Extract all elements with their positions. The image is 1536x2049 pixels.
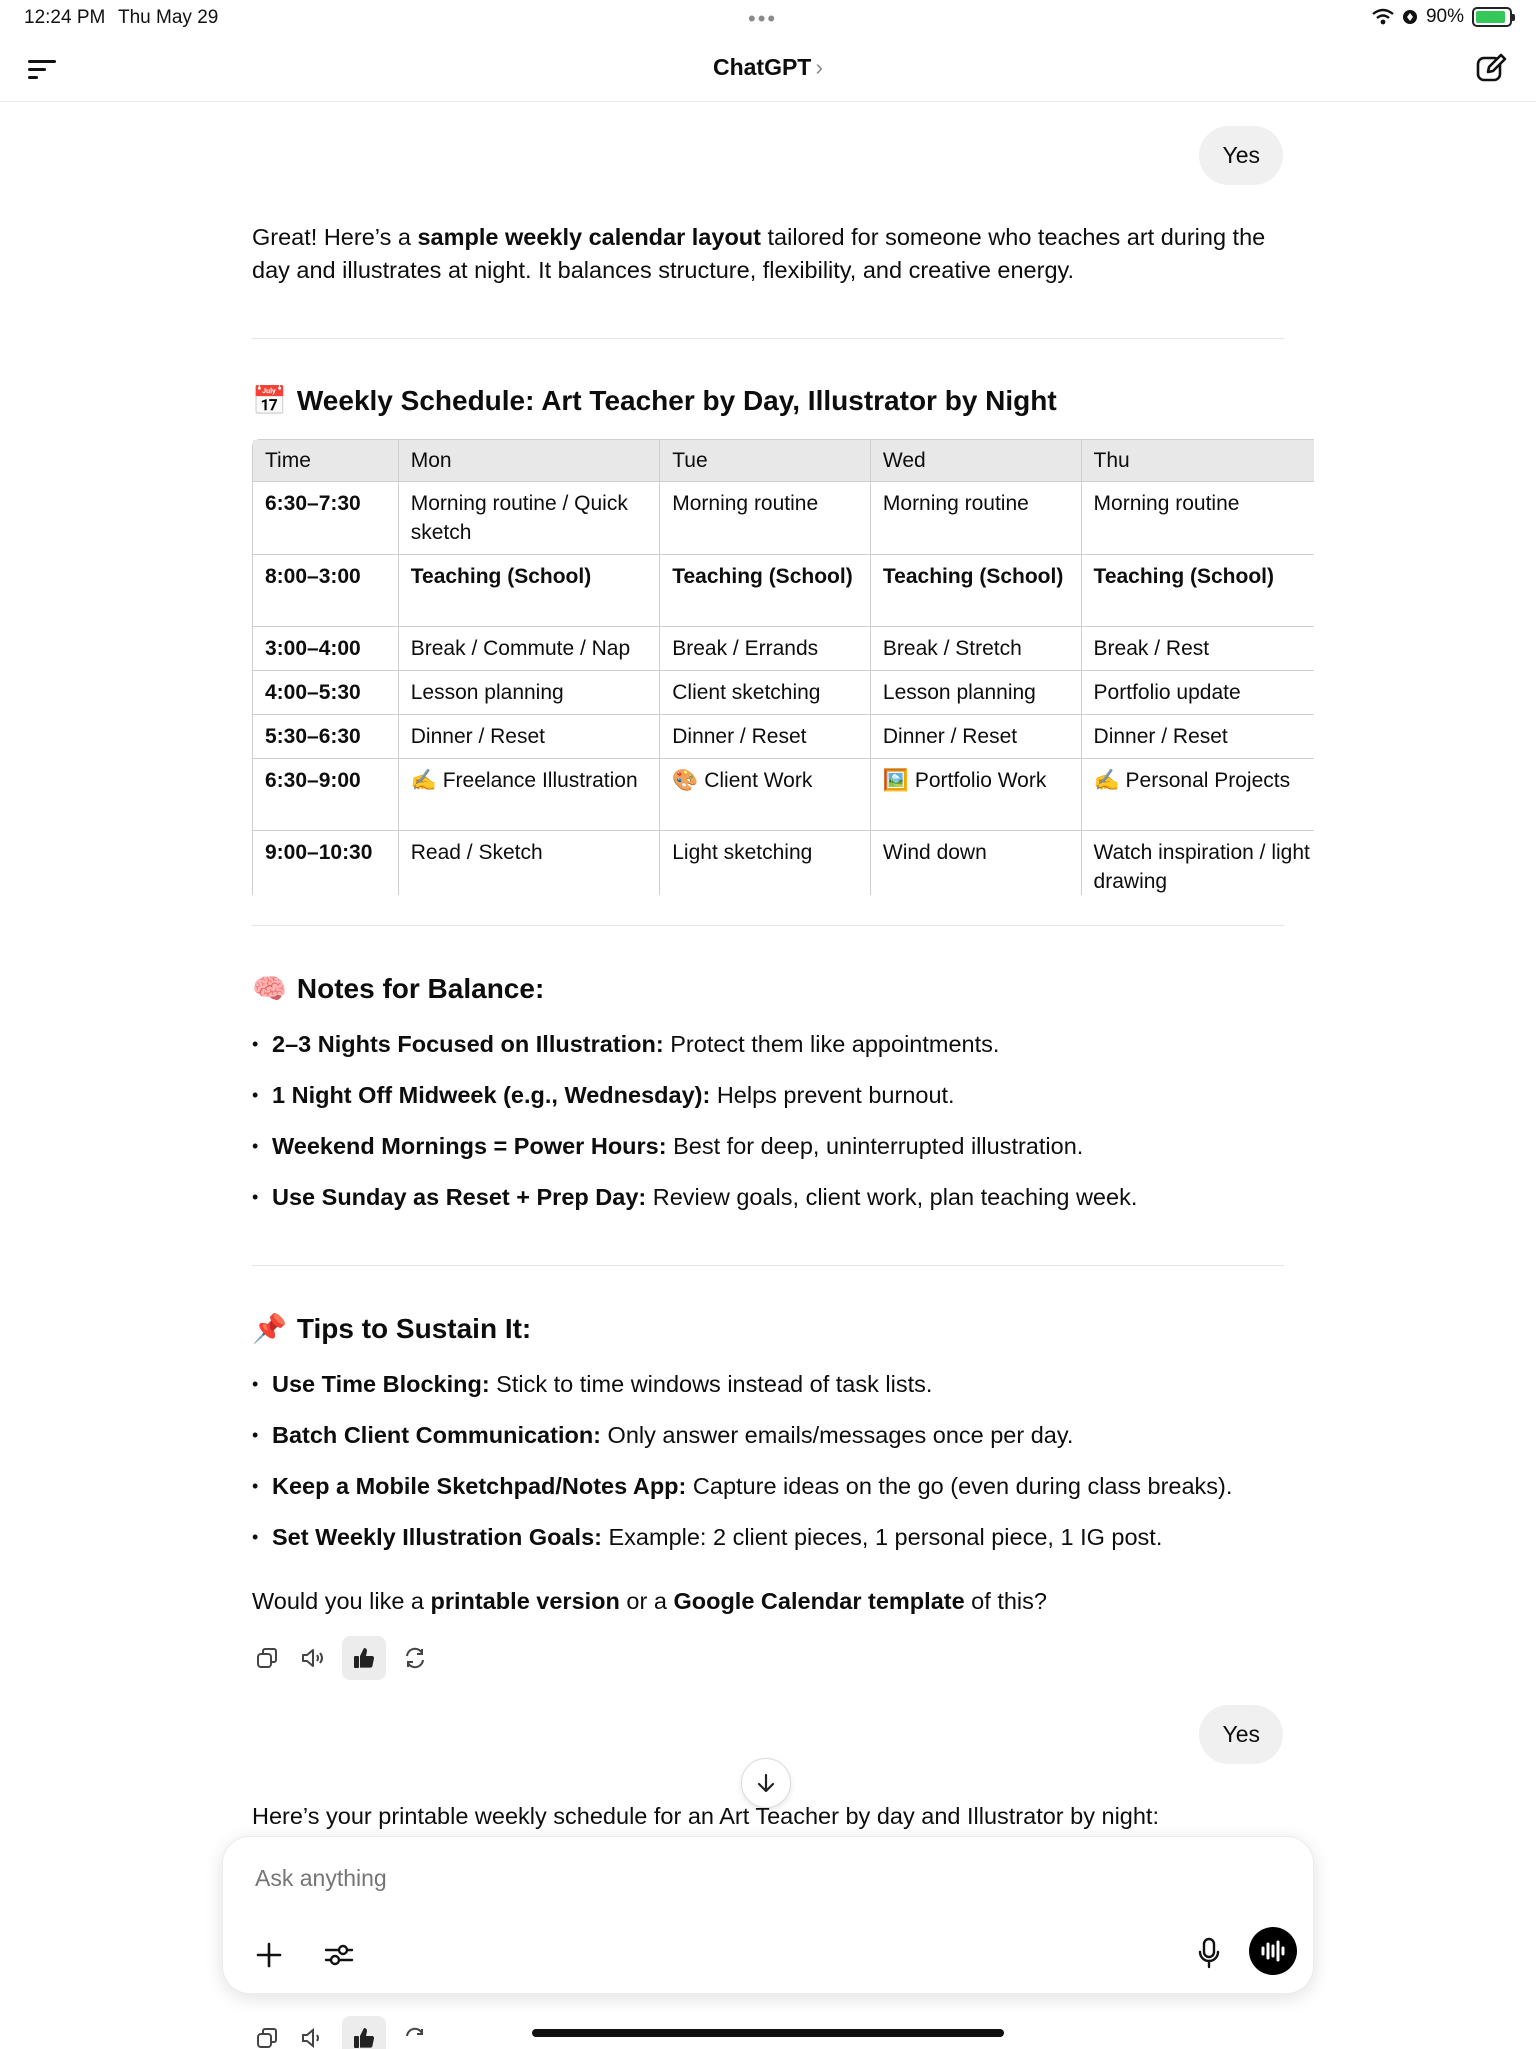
list-item: • 2–3 Nights Focused on Illustration: Protect them like appointments. <box>252 1028 1292 1079</box>
schedule-heading: 📅 Weekly Schedule: Art Teacher by Day, Illustrator by Night <box>252 384 1057 416</box>
user-message: Yes <box>1199 126 1283 185</box>
plus-icon[interactable] <box>251 1937 287 1973</box>
arrow-down-icon <box>755 1772 777 1794</box>
table-cell: Dinner / Reset <box>660 715 871 759</box>
divider <box>252 338 1284 339</box>
table-row <box>253 671 1314 715</box>
status-date: Thu May 29 <box>118 7 219 28</box>
assistant-intro: Great! Here’s a sample weekly calendar layout tailored for someone who teaches art during the day and illustrates at night. It balances structure, flexibility, and creative energy. <box>252 224 1266 283</box>
table-cell: Portfolio update <box>1082 671 1314 715</box>
battery-icon <box>1472 7 1512 27</box>
schedule-table-container[interactable] <box>252 439 1314 895</box>
table-cell: 🖼️ Portfolio Work <box>871 759 1082 831</box>
message-actions-peek <box>250 2016 432 2049</box>
list-item: • 1 Night Off Midweek (e.g., Wednesday): Helps prevent burnout. <box>252 1079 1292 1130</box>
list-item: • Weekend Mornings = Power Hours: Best for deep, uninterrupted illustration. <box>252 1130 1292 1181</box>
assistant-closing: Would you like a printable version or a Google Calendar template of this? <box>252 1588 1047 1614</box>
pushpin-icon: 📌 <box>252 1313 287 1344</box>
table-header: Time <box>253 440 399 482</box>
table-cell: Morning routine <box>660 482 871 555</box>
table-row <box>253 759 1314 831</box>
table-cell: Dinner / Reset <box>871 715 1082 759</box>
home-indicator[interactable] <box>532 2029 1004 2037</box>
copy-icon[interactable] <box>250 2021 284 2049</box>
table-cell: 6:30–7:30 <box>253 482 399 555</box>
list-item: • Keep a Mobile Sketchpad/Notes App: Capture ideas on the go (even during class breaks). <box>252 1470 1292 1521</box>
table-cell: Morning routine <box>871 482 1082 555</box>
user-message: Yes <box>1199 1705 1283 1764</box>
table-cell: 🎨 Client Work <box>660 759 871 831</box>
notes-list <box>252 1028 1292 1232</box>
composer <box>222 1836 1314 1994</box>
brain-icon: 🧠 <box>252 973 287 1004</box>
new-chat-icon[interactable] <box>1474 52 1508 86</box>
table-cell: ✍️ Personal Projects <box>1082 759 1314 831</box>
table-cell: Morning routine / Quick sketch <box>399 482 660 555</box>
table-cell: 5:30–6:30 <box>253 715 399 759</box>
thumbs-up-icon[interactable] <box>342 1636 386 1680</box>
top-nav <box>0 36 1536 102</box>
table-cell: Break / Stretch <box>871 627 1082 671</box>
divider <box>252 925 1284 926</box>
calendar-icon: 📅 <box>252 385 287 416</box>
message-actions <box>250 1636 432 1680</box>
regenerate-icon[interactable] <box>398 1641 432 1675</box>
list-item: • Set Weekly Illustration Goals: Example: 2 client pieces, 1 personal piece, 1 IG post. <box>252 1521 1292 1572</box>
table-cell: Break / Errands <box>660 627 871 671</box>
table-cell: Teaching (School) <box>660 555 871 627</box>
table-header: Mon <box>399 440 660 482</box>
table-cell: Teaching (School) <box>1082 555 1314 627</box>
list-item: • Batch Client Communication: Only answer emails/messages once per day. <box>252 1419 1292 1470</box>
regenerate-icon[interactable] <box>398 2021 432 2049</box>
table-cell: Break / Commute / Nap <box>399 627 660 671</box>
app-title: ChatGPT <box>712 54 812 80</box>
notes-heading: 🧠 Notes for Balance: <box>252 972 545 1004</box>
wifi-icon <box>1372 8 1394 26</box>
multitask-dots[interactable]: ••• <box>748 6 778 31</box>
table-cell: ✍️ Freelance Illustration <box>399 759 660 831</box>
table-row <box>253 831 1314 895</box>
tips-list <box>252 1368 1292 1572</box>
divider <box>252 1265 1284 1266</box>
chevron-right-icon: › <box>815 54 824 80</box>
table-cell: Read / Sketch <box>399 831 660 895</box>
table-row <box>253 482 1314 555</box>
table-cell: Light sketching <box>660 831 871 895</box>
table-cell: Lesson planning <box>871 671 1082 715</box>
table-row <box>253 627 1314 671</box>
table-cell: 4:00–5:30 <box>253 671 399 715</box>
list-item: • Use Sunday as Reset + Prep Day: Review goals, client work, plan teaching week. <box>252 1181 1292 1232</box>
table-cell: Lesson planning <box>399 671 660 715</box>
status-time: 12:24 PM <box>24 7 106 28</box>
status-right <box>1372 6 1512 28</box>
table-cell: 9:00–10:30 <box>253 831 399 895</box>
read-aloud-icon[interactable] <box>296 1641 330 1675</box>
table-cell: Watch inspiration / light drawing <box>1082 831 1314 895</box>
table-cell: Dinner / Reset <box>399 715 660 759</box>
table-cell: 6:30–9:00 <box>253 759 399 831</box>
tips-heading: 📌 Tips to Sustain It: <box>252 1312 532 1344</box>
table-header: Wed <box>871 440 1082 482</box>
table-row <box>253 715 1314 759</box>
table-cell: 3:00–4:00 <box>253 627 399 671</box>
tools-icon[interactable] <box>321 1937 357 1973</box>
table-cell: Wind down <box>871 831 1082 895</box>
table-row <box>253 555 1314 627</box>
assistant-reply: Here’s your printable weekly schedule for an Art Teacher by day and Illustrator by night: <box>252 1803 1159 1829</box>
table-cell: Teaching (School) <box>871 555 1082 627</box>
list-item: • Use Time Blocking: Stick to time windows instead of task lists. <box>252 1368 1292 1419</box>
voice-mode-icon[interactable] <box>1249 1927 1297 1975</box>
table-header-row <box>253 440 1314 482</box>
battery-percent: 90% <box>1425 6 1464 27</box>
microphone-icon[interactable] <box>1189 1933 1229 1973</box>
message-input[interactable] <box>255 1865 1155 1892</box>
read-aloud-icon[interactable] <box>296 2021 330 2049</box>
status-bar <box>0 0 1536 36</box>
schedule-table <box>252 439 1314 895</box>
table-cell: Break / Rest <box>1082 627 1314 671</box>
model-selector[interactable] <box>0 54 1536 81</box>
table-cell: Client sketching <box>660 671 871 715</box>
table-header: Tue <box>660 440 871 482</box>
copy-icon[interactable] <box>250 1641 284 1675</box>
vpn-shield-icon <box>1402 8 1418 26</box>
table-cell: 8:00–3:00 <box>253 555 399 627</box>
table-cell: Dinner / Reset <box>1082 715 1314 759</box>
thumbs-up-icon[interactable] <box>342 2016 386 2049</box>
table-cell: Teaching (School) <box>399 555 660 627</box>
table-header: Thu <box>1082 440 1314 482</box>
table-cell: Morning routine <box>1082 482 1314 555</box>
